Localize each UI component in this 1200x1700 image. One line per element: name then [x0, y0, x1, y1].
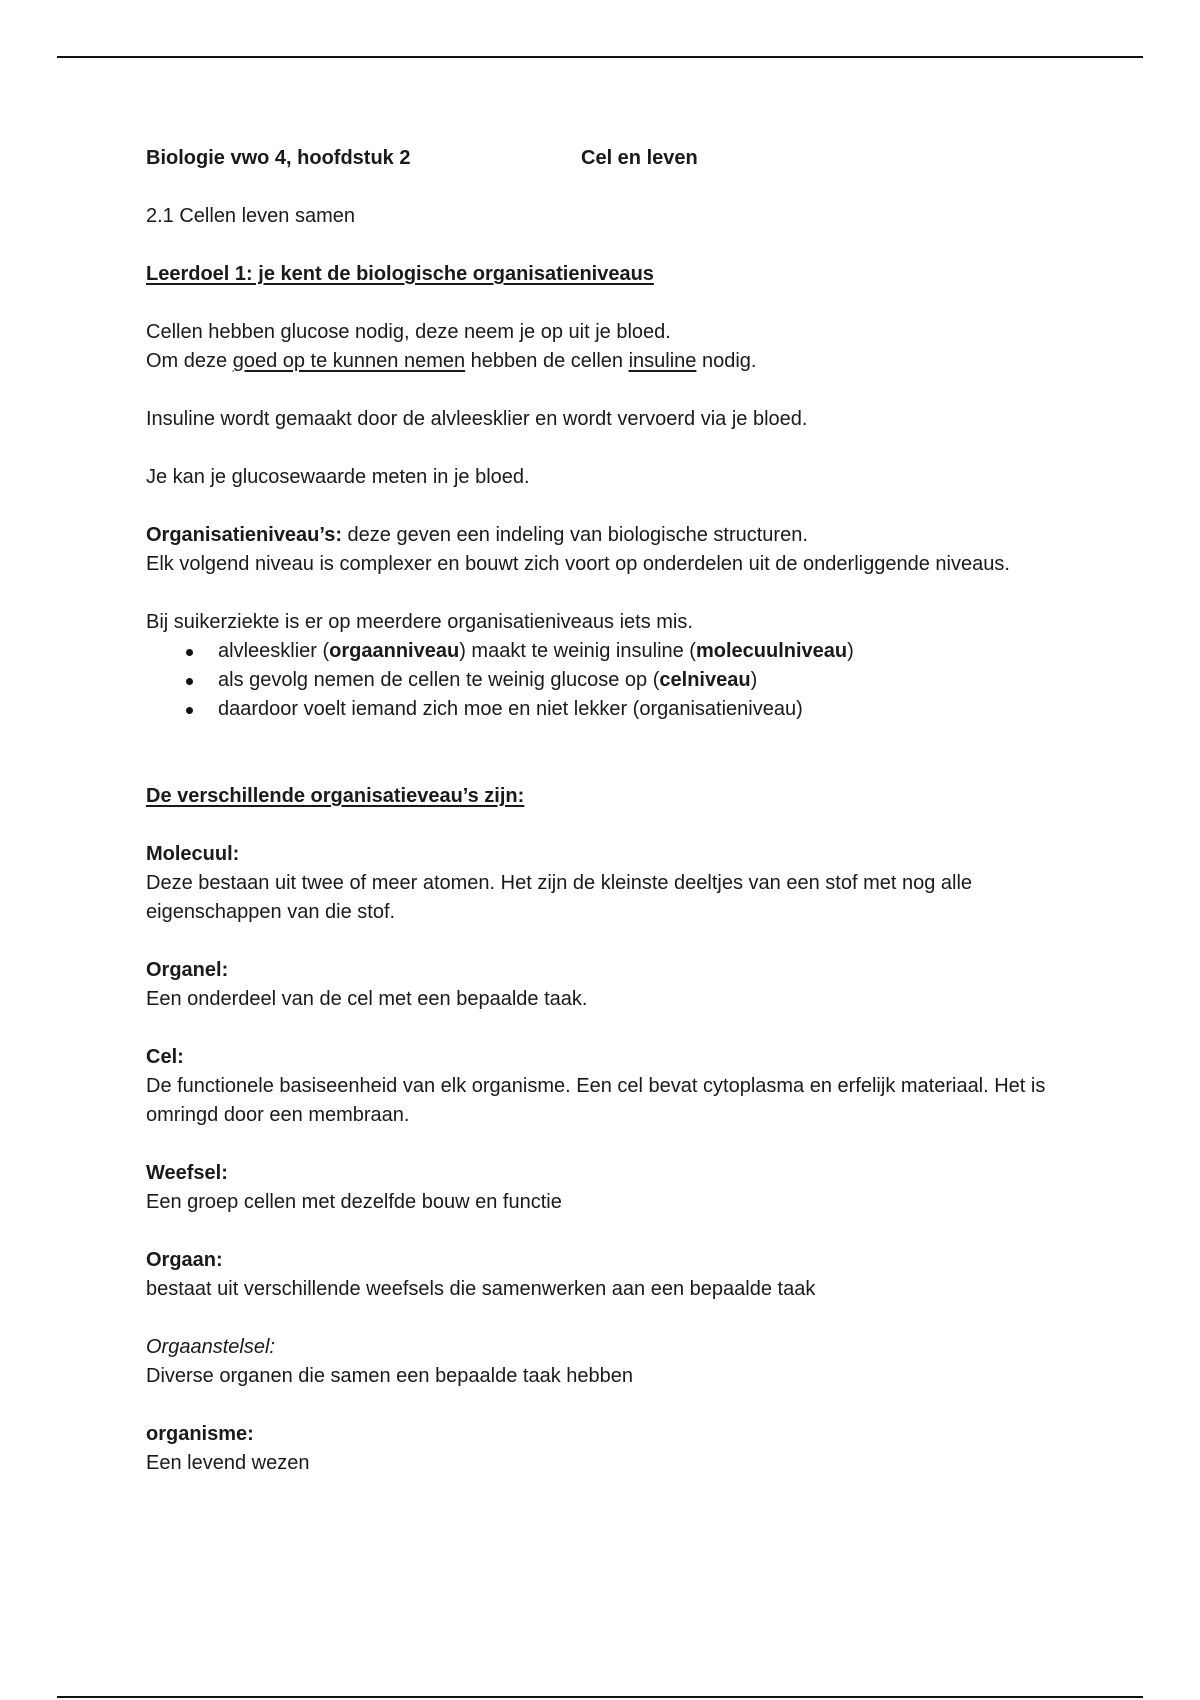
top-rule — [57, 56, 1143, 58]
level-definition: Diverse organen die samen een bepaalde taak hebben — [146, 1365, 634, 1387]
level-term: organisme: — [146, 1423, 254, 1445]
title-chapter: Cel en leven — [581, 147, 698, 169]
document-body — [146, 144, 1046, 1478]
level-term: Cel: — [146, 1046, 184, 1068]
level-orgaan — [146, 1246, 1046, 1304]
list-item: alvleesklier (orgaanniveau) maakt te weinig insuline (molecuulniveau) — [146, 637, 1046, 666]
list-item: als gevolg nemen de cellen te weinig glucose op (celniveau) — [146, 666, 1046, 695]
level-weefsel — [146, 1159, 1046, 1217]
document-title — [146, 144, 1046, 173]
level-definition: Deze bestaan uit twee of meer atomen. Het zijn de kleinste deeltjes van een stof met nog alle eigenschappen van die stof. — [146, 872, 973, 923]
diabetes-intro: Bij suikerziekte is er op meerdere organisatieniveaus iets mis. — [146, 611, 693, 633]
level-definition: Een groep cellen met dezelfde bouw en functie — [146, 1191, 562, 1213]
level-orgaanstelsel — [146, 1333, 1046, 1391]
intro-line-2: Om deze goed op te kunnen nemen hebben de cellen insuline nodig. — [146, 350, 757, 372]
diabetes-paragraph — [146, 608, 1046, 724]
glucose-paragraph: Je kan je glucosewaarde meten in je bloed. — [146, 466, 530, 488]
intro-line-1: Cellen hebben glucose nodig, deze neem je op uit je bloed. — [146, 321, 671, 343]
intro-paragraph — [146, 318, 1046, 376]
section-heading: 2.1 Cellen leven samen — [146, 205, 356, 227]
level-definition: Een levend wezen — [146, 1452, 310, 1474]
level-term: Molecuul: — [146, 843, 240, 865]
level-molecuul — [146, 840, 1046, 927]
level-definition: Een onderdeel van de cel met een bepaalde taak. — [146, 988, 588, 1010]
organisation-levels-paragraph — [146, 521, 1046, 579]
org-explanation: Elk volgend niveau is complexer en bouwt zich voort op onderdelen uit de onderliggende niveaus. — [146, 553, 1010, 575]
levels-heading: De verschillende organisatieveau’s zijn: — [146, 785, 525, 807]
level-term: Orgaanstelsel: — [146, 1336, 275, 1358]
level-definition: bestaat uit verschillende weefsels die samenwerken aan een bepaalde taak — [146, 1278, 816, 1300]
level-definition: De functionele basiseenheid van elk organisme. Een cel bevat cytoplasma en erfelijk materiaal. Het is omringd door een membraan. — [146, 1075, 1046, 1126]
insulin-paragraph: Insuline wordt gemaakt door de alvleesklier en wordt vervoerd via je bloed. — [146, 408, 808, 430]
list-item: daardoor voelt iemand zich moe en niet lekker (organisatieniveau) — [146, 695, 1046, 724]
learning-goal: Leerdoel 1: je kent de biologische organisatieniveaus — [146, 263, 654, 285]
level-term: Weefsel: — [146, 1162, 228, 1184]
title-subject: Biologie vwo 4, hoofdstuk 2 — [146, 147, 411, 169]
level-organel — [146, 956, 1046, 1014]
level-term: Organel: — [146, 959, 229, 981]
diabetes-list — [146, 637, 1046, 724]
level-cel — [146, 1043, 1046, 1130]
bottom-rule — [57, 1696, 1143, 1698]
level-organisme — [146, 1420, 1046, 1478]
level-term: Orgaan: — [146, 1249, 223, 1271]
org-definition: Organisatieniveau’s: deze geven een indeling van biologische structuren. — [146, 524, 808, 546]
